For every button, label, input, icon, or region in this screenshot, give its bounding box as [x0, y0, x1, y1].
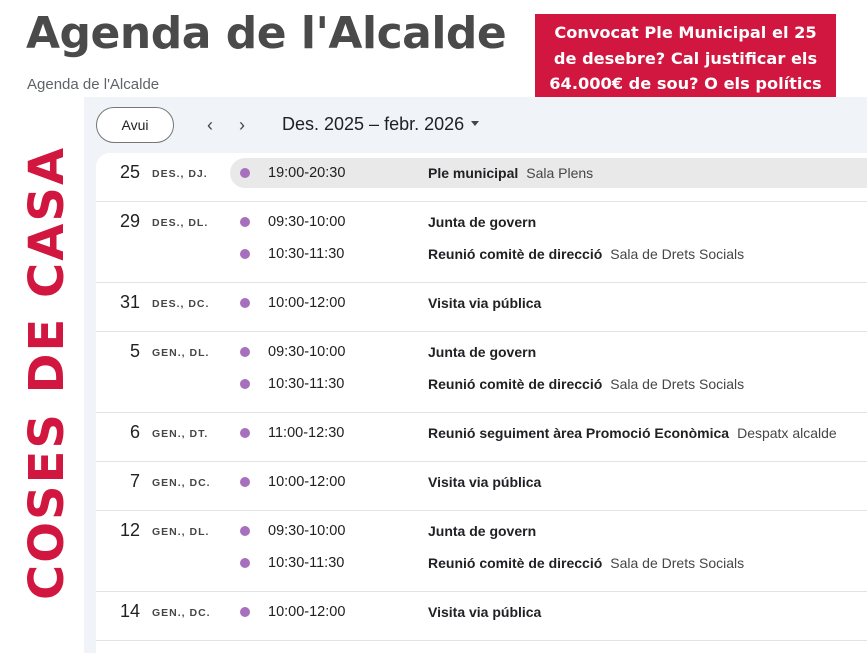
event-time: 19:00-20:30 — [268, 165, 346, 181]
day-group — [96, 592, 867, 641]
event-row[interactable] — [230, 369, 867, 399]
event-color-dot — [240, 428, 250, 438]
event-time: 10:30-11:30 — [268, 246, 345, 262]
event-title: Reunió comitè de direcció — [428, 555, 603, 571]
day-label: DES., DL. — [152, 217, 209, 229]
date-range-selector[interactable]: Des. 2025 – febr. 2026 — [282, 114, 465, 134]
event-title-wrap — [428, 425, 837, 441]
chevron-right-icon[interactable]: › — [239, 114, 245, 135]
event-time: 10:00-12:00 — [268, 295, 346, 311]
event-row[interactable] — [230, 288, 867, 318]
event-time: 10:00-12:00 — [268, 604, 346, 620]
event-color-dot — [240, 347, 250, 357]
day-number[interactable]: 7 — [129, 471, 140, 491]
event-color-dot — [240, 526, 250, 536]
event-location: Sala de Drets Socials — [610, 246, 745, 262]
event-row[interactable] — [230, 418, 867, 448]
day-number[interactable]: 25 — [119, 162, 140, 182]
day-group — [96, 462, 867, 511]
day-number[interactable]: 5 — [129, 341, 140, 361]
event-title: Reunió comitè de direcció — [428, 376, 603, 392]
event-color-dot — [240, 477, 250, 487]
day-group — [96, 153, 867, 202]
day-label: GEN., DC. — [152, 607, 211, 619]
today-button[interactable]: Avui — [96, 107, 174, 143]
event-title: Reunió comitè de direcció — [428, 246, 603, 262]
event-color-dot — [240, 168, 250, 178]
event-title: Junta de govern — [428, 214, 537, 230]
event-color-dot — [240, 558, 250, 568]
event-title: Visita via pública — [428, 295, 542, 311]
event-time: 11:00-12:30 — [268, 425, 345, 441]
event-title: Junta de govern — [428, 344, 537, 360]
event-title: Visita via pública — [428, 604, 542, 620]
event-row[interactable] — [230, 239, 867, 269]
event-color-dot — [240, 249, 250, 259]
event-title: Visita via pública — [428, 474, 542, 490]
event-color-dot — [240, 379, 250, 389]
event-time: 10:30-11:30 — [268, 376, 345, 392]
event-title: Junta de govern — [428, 523, 537, 539]
page-subtitle: Agenda de l'Alcalde — [27, 76, 160, 93]
day-group — [96, 413, 867, 462]
event-location: Sala Plens — [526, 165, 594, 181]
event-title-wrap — [428, 474, 541, 490]
event-title: Reunió seguiment àrea Promoció Econòmica — [428, 425, 730, 441]
day-label: GEN., DT. — [152, 428, 209, 440]
day-label: DES., DC. — [152, 298, 210, 310]
event-row[interactable] — [230, 597, 867, 627]
callout-banner: Convocat Ple Municipal el 25 de desebre? Cal justificar els 64.000€ de sou? O els polítics — [535, 14, 836, 147]
day-label: DES., DJ. — [152, 168, 208, 180]
day-group — [96, 283, 867, 332]
event-title: Ple municipal — [428, 165, 519, 181]
event-time: 10:30-11:30 — [268, 555, 345, 571]
event-location: Sala de Drets Socials — [610, 376, 745, 392]
day-group — [96, 332, 867, 413]
day-label: GEN., DC. — [152, 477, 211, 489]
day-number[interactable]: 29 — [119, 211, 140, 231]
event-title-wrap — [428, 555, 744, 571]
event-color-dot — [240, 607, 250, 617]
event-title-wrap — [428, 344, 536, 360]
event-title-wrap — [428, 604, 541, 620]
day-number[interactable]: 31 — [119, 292, 140, 312]
event-time: 09:30-10:00 — [268, 344, 346, 360]
event-title-wrap — [428, 165, 593, 181]
event-title-wrap — [428, 376, 744, 392]
event-title-wrap — [428, 214, 536, 230]
day-number[interactable]: 12 — [119, 520, 140, 540]
event-row[interactable] — [230, 548, 867, 578]
event-color-dot — [240, 298, 250, 308]
day-label: GEN., DL. — [152, 526, 210, 538]
event-row[interactable] — [230, 158, 867, 188]
event-location: Sala de Drets Socials — [610, 555, 745, 571]
schedule-list — [96, 153, 867, 653]
day-number[interactable]: 14 — [119, 601, 140, 621]
event-title-wrap — [428, 523, 536, 539]
caret-down-icon[interactable] — [471, 121, 479, 126]
event-row[interactable] — [230, 467, 867, 497]
side-label: COSES DE CASA — [19, 145, 75, 600]
event-row[interactable] — [230, 516, 867, 546]
event-title-wrap — [428, 295, 541, 311]
event-title-wrap — [428, 246, 744, 262]
page-title: Agenda de l'Alcalde — [26, 8, 507, 59]
event-time: 09:30-10:00 — [268, 214, 346, 230]
day-group — [96, 511, 867, 592]
event-location: Despatx alcalde — [737, 425, 837, 441]
day-group — [96, 202, 867, 283]
day-label: GEN., DL. — [152, 347, 210, 359]
chevron-left-icon[interactable]: ‹ — [207, 114, 213, 135]
event-time: 09:30-10:00 — [268, 523, 346, 539]
day-number[interactable]: 6 — [129, 422, 140, 442]
event-row[interactable] — [230, 337, 867, 367]
event-row[interactable] — [230, 207, 867, 237]
event-color-dot — [240, 217, 250, 227]
event-time: 10:00-12:00 — [268, 474, 346, 490]
